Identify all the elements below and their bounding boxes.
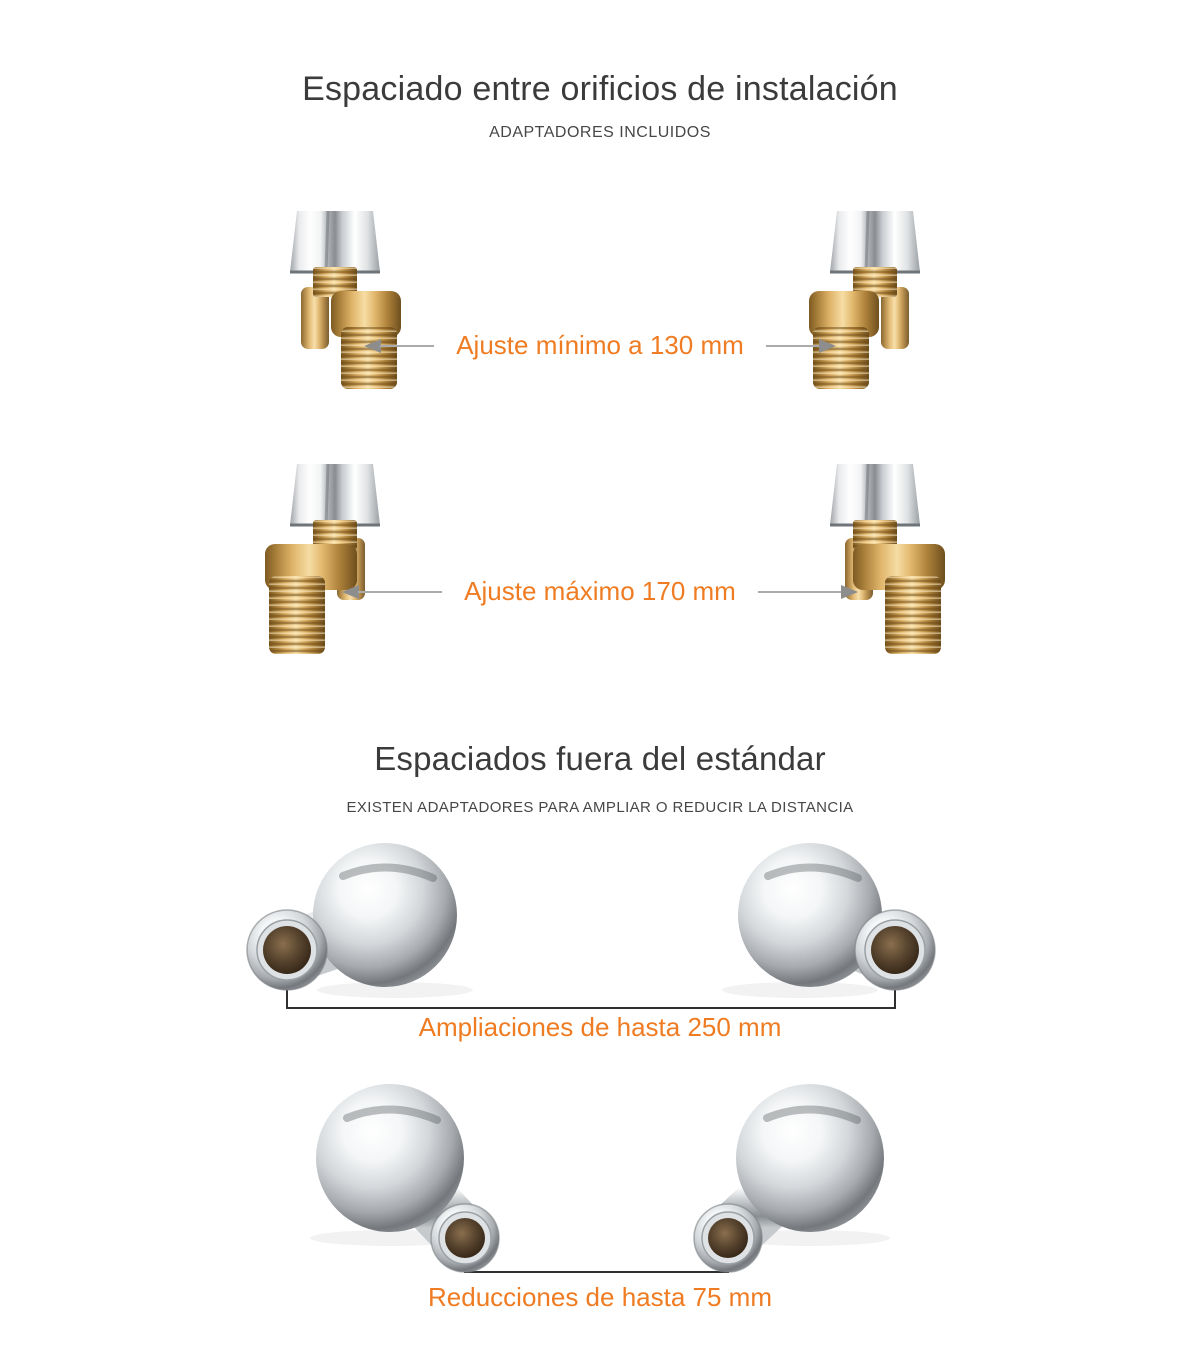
- min-spacing-annotation: [0, 330, 1200, 361]
- section2-title: Espaciados fuera del estándar: [374, 740, 826, 777]
- min-spacing-label: Ajuste mínimo a 130 mm: [456, 330, 744, 360]
- faucet-plate-min-spacing-photo: [205, 165, 995, 400]
- left-adapter-assembly: [290, 211, 401, 389]
- max-spacing-label: Ajuste máximo 170 mm: [464, 576, 736, 606]
- faucet-plate-max-spacing-photo: [205, 418, 995, 668]
- right-union: [722, 843, 935, 998]
- dimension-bracket: [465, 1248, 728, 1272]
- right-adapter-assembly: [830, 464, 945, 654]
- eccentric-unions-outward-photo: [245, 838, 945, 1018]
- chrome-plate: [237, 187, 963, 207]
- right-arrow-icon: [766, 337, 836, 355]
- section1-subtitle: ADAPTADORES INCLUIDOS: [489, 124, 711, 141]
- reduce-caption: Reducciones de hasta 75 mm: [428, 1282, 772, 1312]
- left-arrow-icon: [364, 337, 434, 355]
- page-title: Espaciado entre orificios de instalación: [302, 70, 898, 108]
- eccentric-unions-inward-photo: [275, 1080, 925, 1285]
- expand-caption: Ampliaciones de hasta 250 mm: [418, 1012, 782, 1042]
- max-spacing-annotation: [0, 576, 1200, 607]
- left-union: [247, 843, 473, 998]
- left-union: [310, 1084, 499, 1272]
- chrome-plate: [237, 440, 963, 460]
- left-arrow-icon: [342, 583, 442, 601]
- section2-subtitle: EXISTEN ADAPTADORES PARA AMPLIAR O REDUCIR LA DISTANCIA: [346, 799, 854, 816]
- right-union: [694, 1084, 890, 1272]
- right-arrow-icon: [758, 583, 858, 601]
- right-adapter-assembly: [809, 211, 920, 389]
- left-adapter-assembly: [265, 464, 380, 654]
